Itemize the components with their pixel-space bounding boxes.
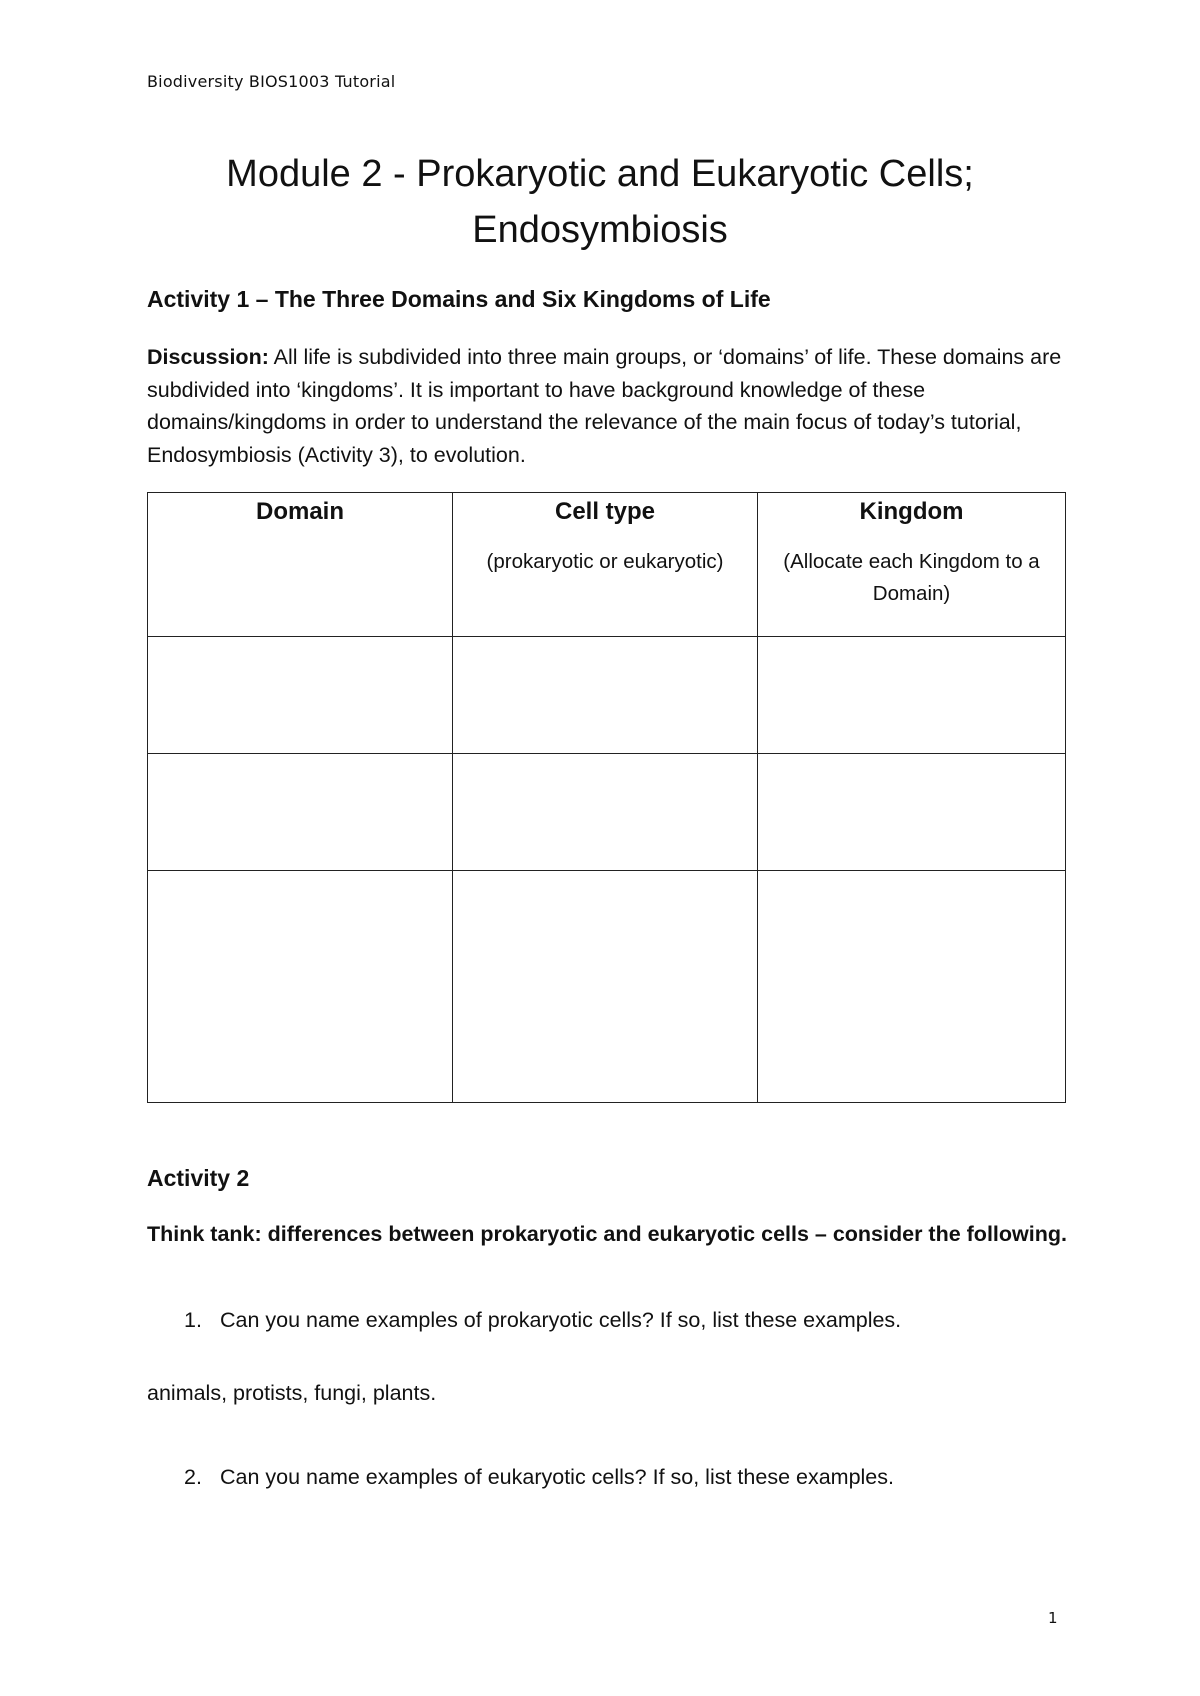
page-header: Biodiversity BIOS1003 Tutorial — [147, 72, 396, 91]
think-tank-prompt: Think tank: differences between prokaryotic and eukaryotic cells – consider the following. — [147, 1222, 1067, 1246]
question-text: Can you name examples of prokaryotic cells? If so, list these examples. — [220, 1308, 902, 1332]
table-row — [148, 754, 1066, 871]
table-cell[interactable] — [148, 754, 453, 871]
question-2 — [184, 1462, 894, 1492]
discussion-text: All life is subdivided into three main groups, or ‘domains’ of life. These domains are subdivided into ‘kingdoms’. It is important to have background knowledge of these domains/kingdoms in order to understand the relevance of the main focus of today’s tutorial, Endosymbiosis (Activity 3), to evolution. — [147, 345, 1062, 467]
discussion-label: Discussion: — [147, 345, 269, 369]
question-text: Can you name examples of eukaryotic cells? If so, list these examples. — [220, 1465, 894, 1489]
title-line-1: Module 2 - Prokaryotic and Eukaryotic Cells; — [226, 153, 974, 195]
column-title: Kingdom — [859, 498, 964, 525]
table-cell[interactable] — [453, 871, 758, 1103]
discussion-paragraph — [147, 341, 1067, 471]
page-title — [140, 146, 1060, 258]
page-number: 1 — [1048, 1609, 1058, 1627]
table-cell[interactable] — [453, 637, 758, 754]
answer-1[interactable]: animals, protists, fungi, plants. — [147, 1381, 437, 1405]
domains-table — [147, 492, 1066, 1103]
table-cell[interactable] — [148, 637, 453, 754]
column-header-kingdom — [758, 493, 1066, 637]
table-row — [148, 637, 1066, 754]
table-header-row — [148, 493, 1066, 637]
table-cell[interactable] — [758, 871, 1066, 1103]
column-title: Cell type — [554, 498, 656, 525]
question-1 — [184, 1305, 901, 1335]
table-cell[interactable] — [148, 871, 453, 1103]
table-row — [148, 871, 1066, 1103]
column-header-domain — [148, 493, 453, 637]
column-subtext: (prokaryotic or eukaryotic) — [486, 550, 724, 573]
question-number: 2. — [184, 1465, 202, 1489]
table-cell[interactable] — [453, 754, 758, 871]
column-subtext: (Allocate each Kingdom to a Domain) — [783, 550, 1040, 605]
table-cell[interactable] — [758, 637, 1066, 754]
title-line-2: Endosymbiosis — [472, 209, 728, 251]
question-number: 1. — [184, 1308, 202, 1332]
column-title: Domain — [255, 498, 344, 525]
activity2-heading: Activity 2 — [147, 1165, 250, 1191]
activity1-heading: Activity 1 – The Three Domains and Six Kingdoms of Life — [147, 286, 771, 312]
table-cell[interactable] — [758, 754, 1066, 871]
column-header-cell-type — [453, 493, 758, 637]
